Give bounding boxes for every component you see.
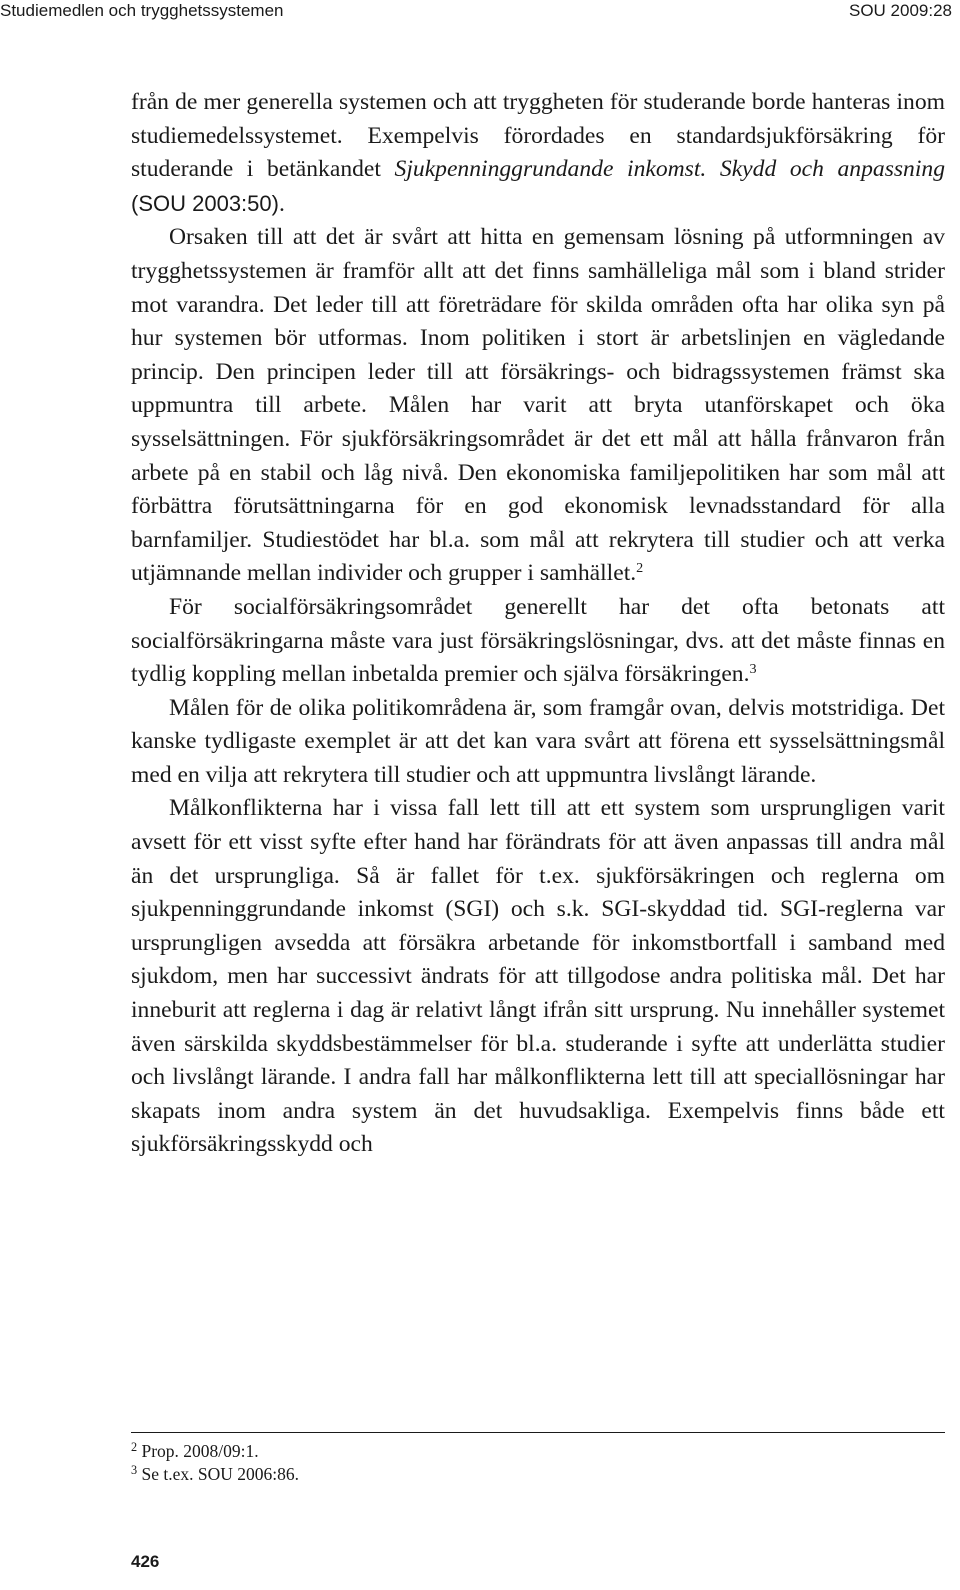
paragraph-4: [131, 692, 945, 793]
paragraph-1-text: från de mer generella systemen och att tryggheten för studerande borde hanteras inom studiemedelssystemet. Exempelvis förordades en standardsjukförsäkring för studerande i betänkandet: [131, 89, 945, 183]
footnote-2: [131, 1440, 945, 1463]
footnote-3-text: Se t.ex. SOU 2006:86.: [141, 1464, 299, 1484]
footnote-3-number: 3: [131, 1462, 138, 1477]
paragraph-4-text: Målen för de olika politikområdena är, som framgår ovan, delvis motstridiga. Det kanske tydligaste exemplet är att det kan vara svårt att förena ett sysselsättningsmål med en vilja att rekrytera till studier och att uppmuntra livslångt lärande.: [131, 694, 945, 788]
footnote-divider: [131, 1432, 945, 1433]
footnote-3: [131, 1463, 945, 1486]
paragraph-3: [131, 591, 945, 692]
paragraph-5: [131, 792, 945, 1162]
paragraph-3-text: För socialförsäkringsområdet generellt har det ofta betonats att socialförsäkringarna måste vara just försäkringslösningar, dvs. att det måste finnas en tydlig koppling mellan inbetalda premier och själva försäkringen.: [131, 593, 945, 688]
paragraph-1-end: .: [278, 190, 285, 217]
header-chapter-title: Studiemedlen och trygghetssystemen: [0, 1, 284, 20]
paragraph-2-text: Orsaken till att det är svårt att hitta en gemensam lösning på utformningen av trygghetssystemen är framför allt att det finns samhälleliga mål som i bland strider mot varandra. Det leder till att företrädare för skilda områden ofta har olika syn på hur systemen bör utformas. Inom politiken i stort är arbetslinjen en vägledande princip. Den principen leder till att försäkrings- och bidragssystemen främst ska uppmuntra till arbete. Målen har varit att bryta utanförskapet och öka sysselsättningen. För sjukförsäkringsområdet är det ett mål att hålla frånvaron från arbete på en stabil och låg nivå. Den ekonomiska familjepolitiken har som mål att förbättra förutsättningarna för en god ekonomisk levnadsstandard för alla barnfamiljer. Studiestödet har bl.a. som mål att rekrytera till studier och att verka utjämnande mellan individer och grupper i samhället.: [131, 224, 945, 587]
footnote-ref-3: 3: [749, 661, 757, 678]
cited-report-title: Sjukpenninggrundande inkomst. Skydd och anpassning: [394, 156, 946, 183]
paragraph-1: [131, 86, 945, 221]
cited-report-reference: (SOU 2003:50): [131, 190, 279, 216]
footnote-2-text: Prop. 2008/09:1.: [141, 1441, 259, 1461]
footnote-2-number: 2: [131, 1439, 138, 1454]
body-text: [131, 86, 945, 1162]
page-number: 426: [131, 1552, 160, 1571]
paragraph-2: [131, 221, 945, 591]
footnote-ref-2: 2: [636, 560, 644, 577]
running-header: [0, 0, 952, 24]
footnotes: [131, 1440, 945, 1486]
header-report-reference: SOU 2009:28: [848, 1, 952, 20]
paragraph-5-text: Målkonflikterna har i vissa fall lett till att ett system som ursprungligen varit avsett för ett visst syfte efter hand har förändrats för att även anpassas till andra mål än det ursprungliga. Så är fallet för t.ex. sjukförsäkringen och reglerna om sjukpenninggrundande inkomst (SGI) och s.k. SGI-skyddad tid. SGI-reglerna var ursprungligen avsedda att försäkra arbetande för inkomstbortfall i samband med sjukdom, men har successivt ändrats för att tillgodose andra politiska mål. Det har inneburit att reglerna i dag är relativt långt ifrån sitt ursprung. Nu innehåller systemet även särskilda skyddsbestämmelser för bl.a. studerande i syfte att underlätta studier och livslångt lärande. I andra fall har målkonflikterna lett till att speciallösningar har skapats inom andra system än det huvudsakliga. Exempelvis finns både ett sjukförsäkringsskydd och: [131, 795, 945, 1158]
